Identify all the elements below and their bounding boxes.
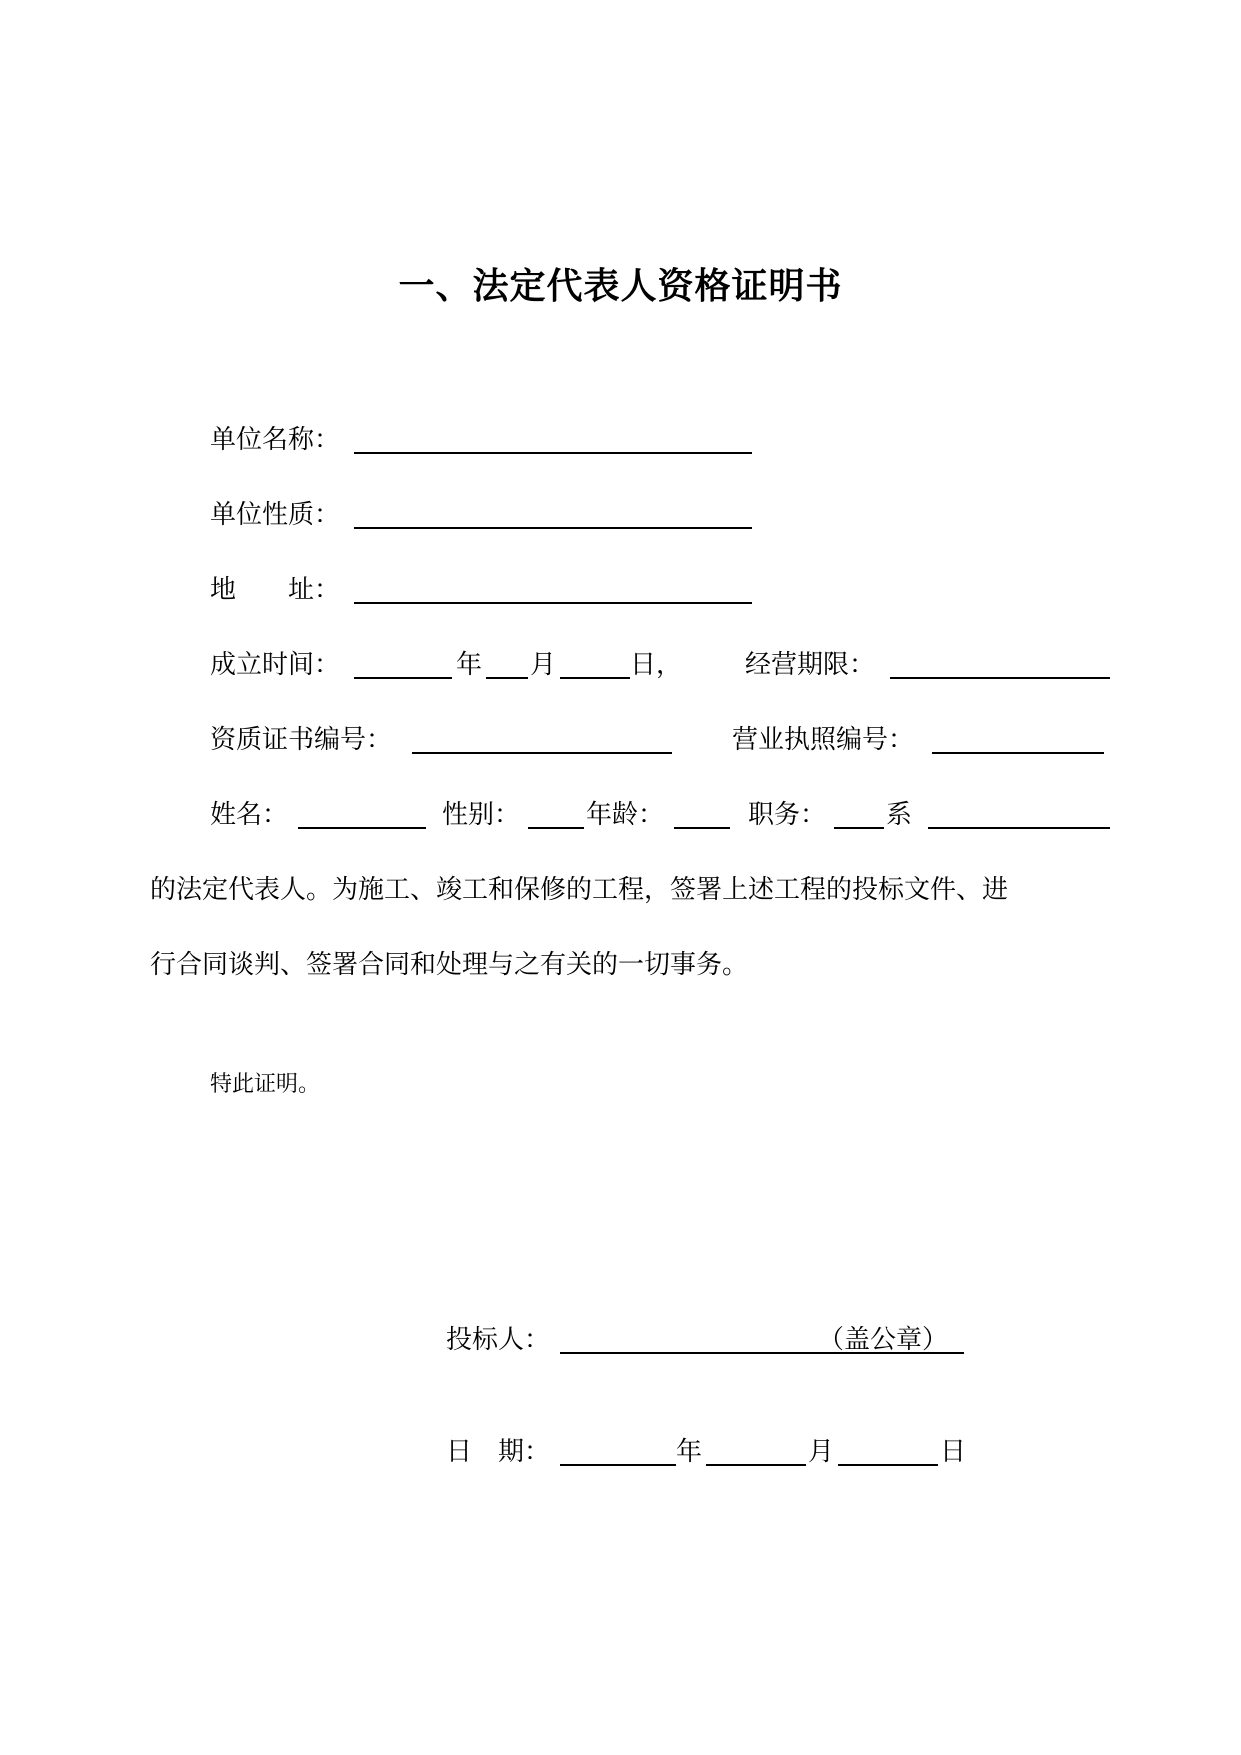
date-row bbox=[446, 1432, 1006, 1472]
unit-nature-row bbox=[210, 495, 810, 535]
established-label: 成立时间： bbox=[210, 650, 341, 680]
name-label: 姓名： bbox=[210, 800, 289, 830]
body-line-2: 行合同谈判、签署合同和处理与之有关的一切事务。 bbox=[150, 950, 749, 980]
position-label: 职务： bbox=[748, 800, 827, 830]
qualification-cert-blank[interactable] bbox=[412, 730, 672, 754]
qualification-cert-label: 资质证书编号： bbox=[210, 725, 393, 755]
address-row bbox=[210, 570, 810, 610]
bidder-label: 投标人： bbox=[446, 1325, 551, 1355]
document-title: 一、法定代表人资格证明书 bbox=[398, 265, 843, 307]
date-month-label: 月 bbox=[808, 1437, 835, 1467]
unit-nature-blank[interactable] bbox=[354, 505, 752, 529]
company-blank[interactable] bbox=[928, 805, 1110, 829]
age-label: 年龄： bbox=[586, 800, 665, 830]
unit-name-blank[interactable] bbox=[354, 430, 752, 454]
is-of-label: 系 bbox=[886, 800, 913, 830]
established-month-blank[interactable] bbox=[486, 655, 528, 679]
unit-name-row bbox=[210, 420, 810, 460]
date-label: 日 期： bbox=[446, 1437, 551, 1467]
established-year-blank[interactable] bbox=[354, 655, 452, 679]
established-month-label: 月 bbox=[530, 650, 557, 680]
certify-text: 特此证明。 bbox=[210, 1072, 321, 1097]
date-day-label: 日 bbox=[940, 1437, 967, 1467]
date-day-blank[interactable] bbox=[838, 1442, 938, 1466]
representative-row bbox=[210, 795, 1120, 835]
date-year-label: 年 bbox=[676, 1437, 703, 1467]
bidder-row bbox=[446, 1320, 1006, 1360]
name-blank[interactable] bbox=[298, 805, 426, 829]
position-blank[interactable] bbox=[834, 805, 884, 829]
seal-note: （盖公章） bbox=[818, 1325, 949, 1355]
unit-nature-label: 单位性质： bbox=[210, 500, 341, 530]
date-year-blank[interactable] bbox=[560, 1442, 676, 1466]
business-license-label: 营业执照编号： bbox=[732, 725, 915, 755]
established-year-label: 年 bbox=[456, 650, 483, 680]
established-day-label: 日， bbox=[630, 650, 683, 680]
operating-period-label: 经营期限： bbox=[745, 650, 876, 680]
certificate-row bbox=[210, 720, 1120, 760]
date-month-blank[interactable] bbox=[706, 1442, 806, 1466]
gender-blank[interactable] bbox=[528, 805, 584, 829]
established-day-blank[interactable] bbox=[560, 655, 630, 679]
gender-label: 性别： bbox=[442, 800, 521, 830]
unit-name-label: 单位名称： bbox=[210, 425, 341, 455]
address-label: 地 址： bbox=[210, 575, 341, 605]
business-license-blank[interactable] bbox=[932, 730, 1104, 754]
body-line-1: 的法定代表人。为施工、竣工和保修的工程，签署上述工程的投标文件、进 bbox=[150, 875, 1009, 905]
established-row bbox=[210, 645, 1120, 685]
address-blank[interactable] bbox=[354, 580, 752, 604]
age-blank[interactable] bbox=[674, 805, 730, 829]
operating-period-blank[interactable] bbox=[890, 655, 1110, 679]
